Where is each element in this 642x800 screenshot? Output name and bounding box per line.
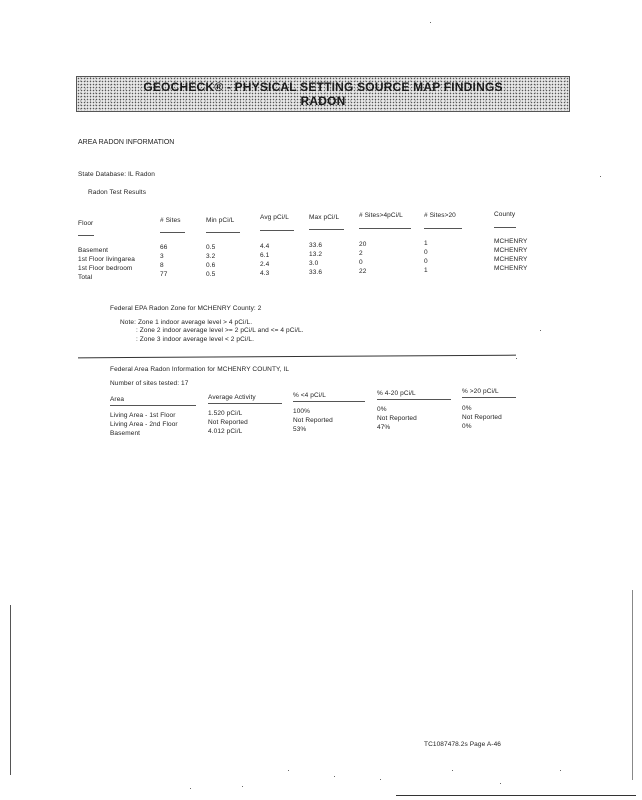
scan-edge-line xyxy=(632,590,633,780)
table-cell: 33.6 xyxy=(309,269,323,276)
table-row: Basement xyxy=(78,247,109,254)
table-row: 1st Floor livingarea xyxy=(78,256,135,263)
radon-test-results-label: Radon Test Results xyxy=(88,189,147,196)
zone-note-3: : Zone 3 indoor average level < 2 pCi/L. xyxy=(136,336,255,343)
title-banner xyxy=(76,76,570,112)
table-row: Living Area - 1st Floor xyxy=(110,412,176,419)
table-cell: MCHENRY xyxy=(494,238,528,245)
table-cell: 77 xyxy=(160,271,168,278)
col-header-min: Min pCi/L xyxy=(206,217,235,224)
table-row: Living Area - 2nd Floor xyxy=(110,421,178,428)
table-cell: Not Reported xyxy=(208,419,248,426)
col-header-avg: Avg pCi/L xyxy=(260,214,289,221)
col-header-sites-gt4: # Sites>4pCi/L xyxy=(359,212,403,219)
state-database: State Database: IL Radon xyxy=(78,171,155,178)
table-cell: 0% xyxy=(462,423,472,430)
table-row: Basement xyxy=(110,430,141,437)
col-header-county: County xyxy=(494,211,516,218)
banner-subtitle: RADON xyxy=(300,94,346,108)
table-cell: MCHENRY xyxy=(494,256,528,263)
table-cell: 0 xyxy=(424,249,428,256)
col-header-pct-4-20: % 4-20 pCi/L xyxy=(377,390,416,397)
table-cell: 2.4 xyxy=(260,261,270,268)
col-header-sites-gt20: # Sites>20 xyxy=(424,212,456,219)
col-header-sites: # Sites xyxy=(160,217,181,224)
table-cell: 20 xyxy=(359,241,367,248)
table-cell: 0.5 xyxy=(206,244,216,251)
banner-title: GEOCHECK® - PHYSICAL SETTING SOURCE MAP FINDINGS xyxy=(143,80,503,94)
table-cell: 0% xyxy=(377,406,387,413)
col-header-area: Area xyxy=(110,396,125,403)
table-row: 1st Floor bedroom xyxy=(78,265,133,272)
table-cell: 6.1 xyxy=(260,252,270,259)
table-cell: 1 xyxy=(424,267,428,274)
table-cell: 0.6 xyxy=(206,262,216,269)
col-header-pct-lt4: % <4 pCi/L xyxy=(293,392,326,399)
table-cell: 33.6 xyxy=(309,242,323,249)
zone-note-1: Note: Zone 1 indoor average level > 4 pCi/L. xyxy=(120,319,253,326)
table-cell: 22 xyxy=(359,268,367,275)
table-cell: 0% xyxy=(462,405,472,412)
table-cell: Not Reported xyxy=(377,415,417,422)
table-cell: 3 xyxy=(160,253,164,260)
table-cell: 4.012 pCi/L xyxy=(208,428,243,435)
table-cell: 4.3 xyxy=(260,270,270,277)
scan-edge-line xyxy=(10,605,11,775)
scan-bottom-line xyxy=(396,795,636,796)
table-cell: 2 xyxy=(359,250,363,257)
table-cell: Not Reported xyxy=(293,417,333,424)
table-cell: 0 xyxy=(424,258,428,265)
table-cell: 0 xyxy=(359,259,363,266)
table-cell: 3.2 xyxy=(206,253,216,260)
col-header-pct-gt20: % >20 pCi/L xyxy=(462,388,499,395)
page-footer: TC1087478.2s Page A-46 xyxy=(424,741,502,748)
section-divider xyxy=(78,355,516,359)
col-header-average-activity: Average Activity xyxy=(208,394,256,401)
table-cell: 47% xyxy=(377,424,391,431)
table-cell: 13.2 xyxy=(309,251,323,258)
table-cell: Not Reported xyxy=(462,414,502,421)
sites-tested: Number of sites tested: 17 xyxy=(110,380,189,387)
table-cell: 3.0 xyxy=(309,260,319,267)
zone-note-2: : Zone 2 indoor average level >= 2 pCi/L and <= 4 pCi/L. xyxy=(136,327,304,334)
col-header-max: Max pCi/L xyxy=(309,214,340,221)
table-cell: 100% xyxy=(293,408,311,415)
table-cell: 1 xyxy=(424,240,428,247)
table-cell: 0.5 xyxy=(206,271,216,278)
federal-title: Federal Area Radon Information for MCHENRY COUNTY, IL xyxy=(110,366,290,373)
table-cell: 53% xyxy=(293,426,307,433)
table-cell: MCHENRY xyxy=(494,247,528,254)
epa-zone-line: Federal EPA Radon Zone for MCHENRY County: 2 xyxy=(110,305,262,312)
table-cell: 66 xyxy=(160,244,168,251)
section-title: AREA RADON INFORMATION xyxy=(78,139,175,146)
table-row: Total xyxy=(78,274,93,281)
col-header-floor: Floor xyxy=(78,220,94,227)
table-cell: 4.4 xyxy=(260,243,270,250)
table-cell: 8 xyxy=(160,262,164,269)
table-cell: MCHENRY xyxy=(494,265,528,272)
table-cell: 1.520 pCi/L xyxy=(208,410,243,417)
